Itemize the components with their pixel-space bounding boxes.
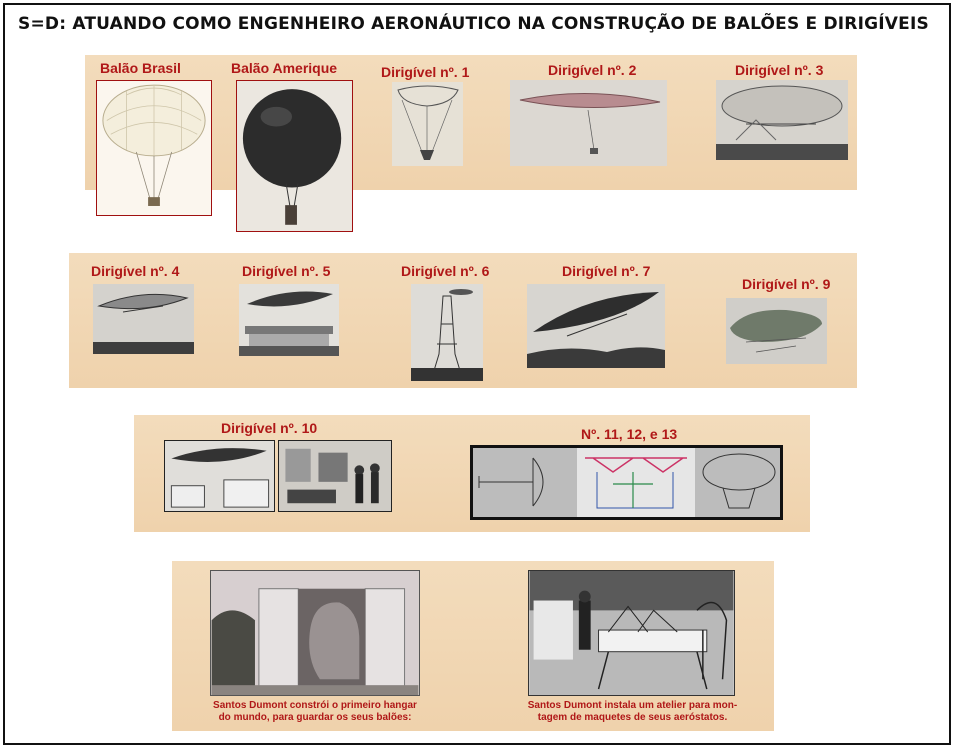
caption-hangar-line-1: Santos Dumont constrói o primeiro hangar bbox=[213, 700, 417, 711]
label-dirigivel-5: Dirigível nº. 5 bbox=[242, 263, 331, 279]
photo-atelier bbox=[528, 570, 735, 696]
photo-dirigivel-6 bbox=[411, 284, 483, 381]
photo-dirigivel-10-a bbox=[164, 440, 275, 512]
photo-dirigivel-1 bbox=[392, 82, 463, 166]
workshop-crowd-image bbox=[279, 441, 391, 511]
photo-dirigivel-7 bbox=[527, 284, 665, 368]
dirigivel-3-image bbox=[716, 80, 848, 160]
plans-11-12-13-image bbox=[473, 448, 780, 517]
photo-hangar bbox=[210, 570, 420, 696]
label-dirigivel-3: Dirigível nº. 3 bbox=[735, 62, 824, 78]
dirigivel-4-image bbox=[93, 284, 194, 354]
label-dirigivel-10: Dirigível nº. 10 bbox=[221, 420, 318, 436]
photo-dirigivel-9 bbox=[726, 298, 827, 364]
label-balao-amerique: Balão Amerique bbox=[231, 60, 338, 76]
dirigivel-10-image bbox=[165, 441, 274, 511]
atelier-image bbox=[529, 571, 734, 695]
photo-dirigivel-4 bbox=[93, 284, 194, 354]
page-title: S=D: ATUANDO COMO ENGENHEIRO AERONÁUTICO NA CONSTRUÇÃO DE BALÕES E DIRIGÍVEIS bbox=[18, 14, 929, 34]
label-dirigivel-1: Dirigível nº. 1 bbox=[381, 64, 470, 80]
label-dirigivel-9: Dirigível nº. 9 bbox=[742, 276, 831, 292]
photo-dirigivel-2 bbox=[510, 80, 667, 166]
balloon-brasil-image bbox=[97, 81, 211, 215]
photo-balao-amerique bbox=[236, 80, 353, 232]
photo-dirigivel-3 bbox=[716, 80, 848, 160]
balloon-amerique-image bbox=[237, 81, 352, 231]
dirigivel-7-image bbox=[527, 284, 665, 368]
photo-dirigivel-5 bbox=[239, 284, 339, 356]
label-balao-brasil: Balão Brasil bbox=[100, 60, 181, 76]
dirigivel-5-image bbox=[239, 284, 339, 356]
caption-atelier-line-2: tagem de maquetes de seus aeróstatos. bbox=[537, 712, 728, 723]
photo-dirigivel-10-b bbox=[278, 440, 392, 512]
dirigivel-6-image bbox=[411, 284, 483, 381]
label-dirigivel-6: Dirigível nº. 6 bbox=[401, 263, 490, 279]
dirigivel-9-image bbox=[726, 298, 827, 364]
label-dirigivel-2: Dirigível nº. 2 bbox=[548, 62, 637, 78]
photo-dirigiveis-11-12-13 bbox=[470, 445, 783, 520]
label-dirigivel-11-12-13: Nº. 11, 12, e 13 bbox=[581, 426, 678, 442]
dirigivel-2-image bbox=[510, 80, 667, 166]
label-dirigivel-7: Dirigível nº. 7 bbox=[562, 263, 651, 279]
photo-balao-brasil bbox=[96, 80, 212, 216]
caption-atelier-line-1: Santos Dumont instala um atelier para mon- bbox=[527, 700, 738, 711]
hangar-image bbox=[211, 571, 419, 695]
label-dirigivel-4: Dirigível nº. 4 bbox=[91, 263, 180, 279]
dirigivel-1-image bbox=[392, 82, 463, 166]
caption-hangar-line-2: do mundo, para guardar os seus balões: bbox=[218, 712, 412, 723]
